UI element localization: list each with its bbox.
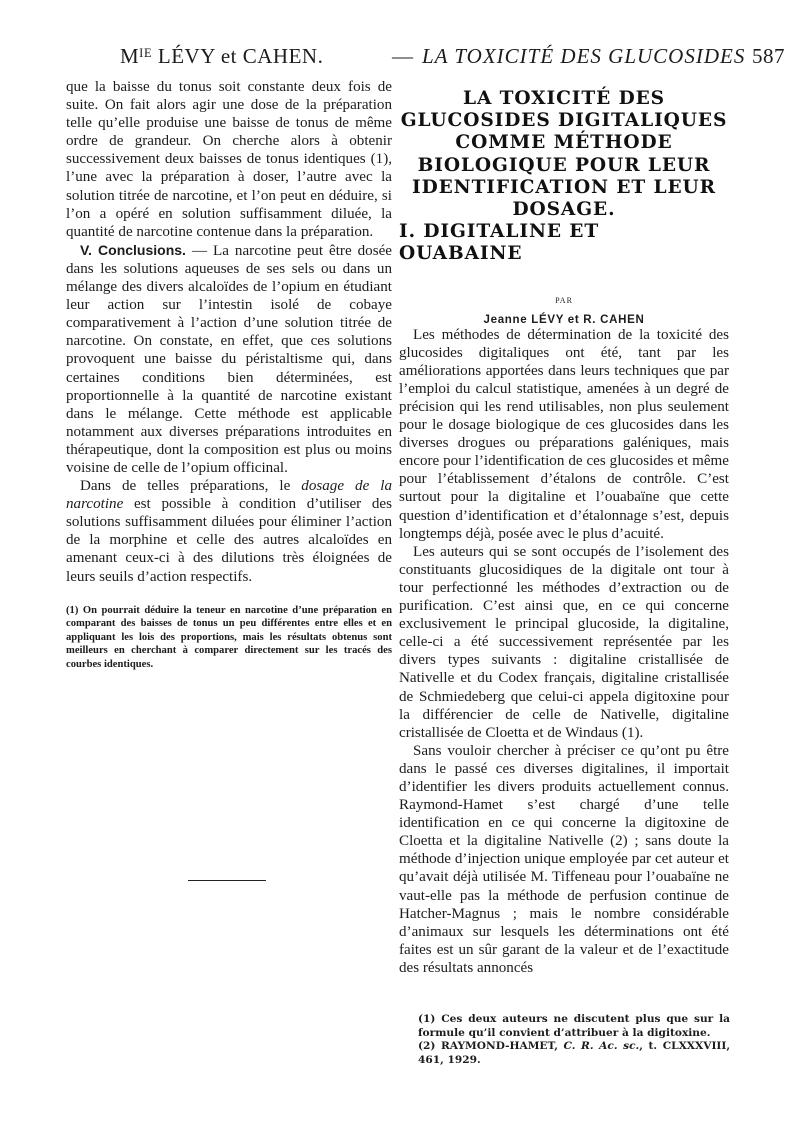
column-end-rule: [188, 880, 266, 881]
left-p3-text-a: Dans de telles préparations, le: [80, 478, 302, 495]
right-footnotes: [418, 1013, 730, 1067]
left-footnotes: [66, 604, 392, 672]
article-title: LA TOXICITÉ DES GLUCOSIDES DIGITALIQUES COMME MÉTHODE BIOLOGIQUE POUR LEUR IDENTIFICATION ET LEUR DOSAGE.: [400, 88, 728, 221]
par-label: PAR: [555, 295, 573, 305]
left-paragraph-conclusions: [66, 241, 392, 477]
running-header: [60, 44, 785, 78]
article-subtitle: I. DIGITALINE ET OUABAINE: [399, 221, 600, 265]
right-footnote-2: [418, 1040, 730, 1067]
dosage-italic: dosage de la narcotine: [66, 478, 392, 513]
left-paragraph-3: [66, 477, 392, 586]
right-paragraph-2: Les auteurs qui se sont occupés de l’isolement des constituants glucosidiques de la digitale ont tour à tour perfectionné les méthodes d’extraction ou de purification. C’est ainsi que, en ce qui concerne exclusivement le principal glucoside, la digitaline, celle-ci a été successivement représentée par les divers types suivants : digitaline cristallisée de Nativelle et du Codex français, digitaline cristallisée de Schmiedeberg que celui-ci appela digitoxine pour la différencier de celle de Nativelle, digitaline cristallisée de Cloetta et de Windaus (1).: [399, 543, 729, 741]
footnote-2-journal: C. R. Ac. sc.: [563, 1040, 640, 1053]
footnote-2-author: (2) RAYMOND-HAMET,: [418, 1040, 564, 1053]
footnote-2-ref: , t. CLXXXVIII, 461, 1929.: [418, 1040, 731, 1066]
header-dash: —: [392, 44, 414, 68]
right-column: [399, 88, 729, 977]
right-footnote-1: (1) Ces deux auteurs ne discutent plus que sur la formule qu’il convient d’attribuer à la digitoxine.: [418, 1013, 730, 1039]
left-column: [66, 78, 392, 672]
header-authors: Mᴵᴱ LÉVY et CAHEN.: [120, 44, 324, 68]
left-footnote-1: (1) On pourrait déduire la teneur en narcotine d’une préparation en comparant des baisses de tonus un peu différentes entre elles et en appliquant les lois des proportions, mais les résultats obtenus sont meilleurs en cherchant à comparer directement sur les tracés des courbes identiques.: [66, 604, 392, 670]
page-number: 587: [752, 44, 785, 68]
left-paragraph-1: que la baisse du tonus soit constante deux fois de suite. On fait alors agir une dose de la préparation telle qu’elle produise une baisse de tonus de même ordre de grandeur. On cherche alors à obtenir successivement deux baisses de tonus identiques (1), l’une avec la préparation à doser, l’autre avec la solution titrée de narcotine, et l’on peut en déduire, si l’on a opéré en solution suffisamment diluée, la quantité de narcotine contenue dans la préparation.: [66, 79, 392, 240]
article-byline: Jeanne LÉVY et R. CAHEN: [483, 313, 645, 326]
right-paragraph-3: Sans vouloir chercher à préciser ce qu’ont pu être dans le passé ces diverses digitalines, il importait d’identifier les divers produits actuellement connus. Raymond-Hamet s’est chargé d’une telle identification en ce qui concerne la digitoxine de Cloetta et la digitaline Nativelle (2) ; sans doute la méthode d’injection unique employée par cet auteur et qu’avait déjà utilisée M. Tiffeneau pour l’ouabaïne ne vaut-elle pas la méthode de perfusion continue de Hatcher-Magnus ; mais le nombre considérable d’animaux sur lesquels les déterminations ont été faites est un sûr garant de la valeur et de l’exactitude des résultats annoncés: [399, 742, 729, 976]
left-p3-text-b: est possible à condition d’utiliser des solutions suffisamment diluées pour éliminer l’action de la morphine et celle des autres alcaloïdes en amenant ceux-ci à des dilutions très éloignées de leurs seuils d’action respectifs.: [66, 496, 392, 585]
conclusions-text: — La narcotine peut être dosée dans les solutions aqueuses de ses sels ou dans un mélange des divers alcaloïdes de l’opium en étudiant leur action sur l’intestin isolé de cobaye comparativement à l’action d’une solution titrée de narcotine. On constate, en effet, que ces solutions provoquent une baisse du péristaltisme qui, dans certaines conditions bien déterminées, est proportionnelle à la quantité de narcotine existant dans le mélange. Cette méthode est applicable notamment aux diverses préparations introduites en thérapeutique, dont la composition est plus ou moins voisine de celle de l’opium officinal.: [66, 242, 393, 476]
right-paragraph-1: Les méthodes de détermination de la toxicité des glucosides digitaliques ont été, tant par les améliorations apportées dans leurs techniques que par l’emploi du calcul statistique, amenées à un degré de précision qui les rend utilisables, non plus seulement pour le dosage biologique de ces glucosides dans les diverses drogues ou préparations galéniques, mais encore pour l’identification de ces glucosides et même pour l’établissement d’étalons de contrôle. C’est surtout pour la digitaline et l’ouabaïne que cette question d’identification et d’étalonnage s’est, depuis longtemps déjà, posée avec le plus d’acuité.: [399, 326, 729, 542]
header-title: LA TOXICITÉ DES GLUCOSIDES: [422, 44, 746, 68]
conclusions-heading: V. Conclusions.: [80, 241, 186, 258]
